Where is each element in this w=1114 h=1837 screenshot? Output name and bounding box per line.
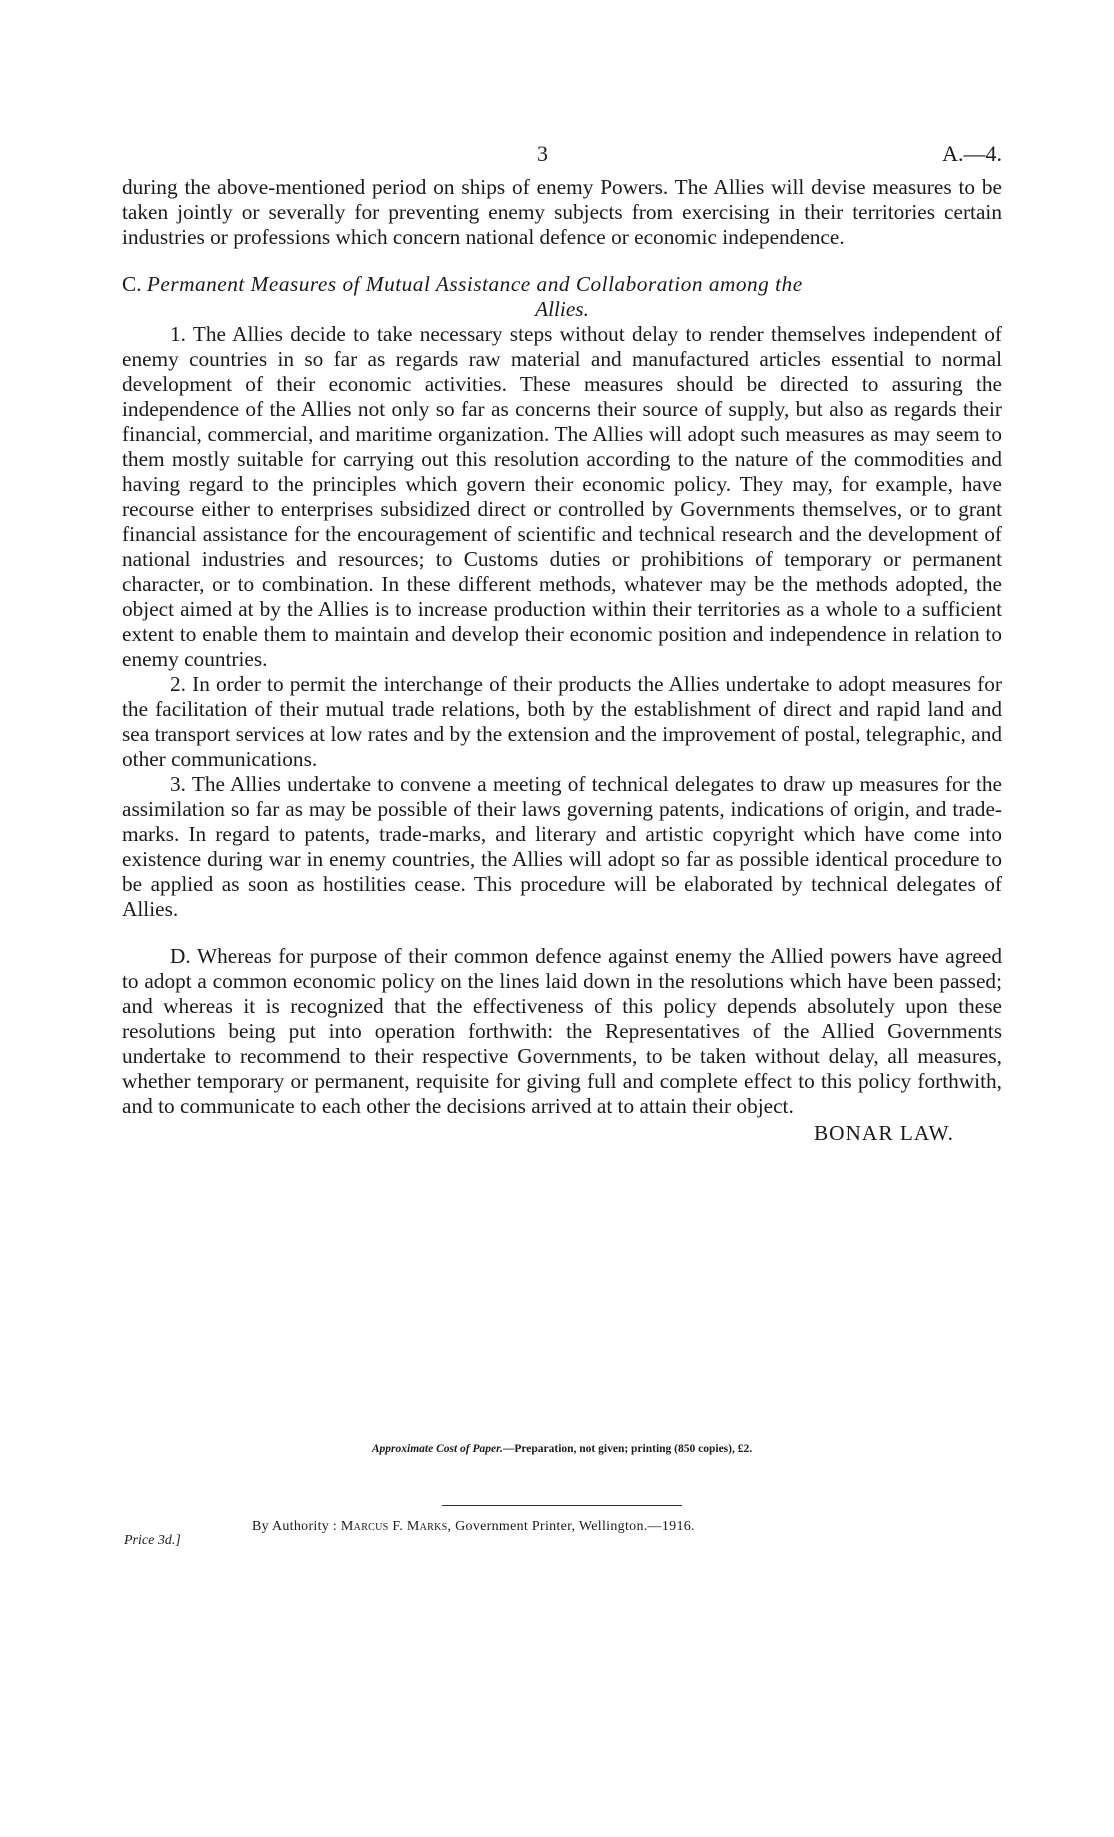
cost-detail: —Preparation, not given; printing (850 copies), £2. bbox=[502, 1443, 753, 1455]
page-number: 3 bbox=[537, 141, 548, 166]
price-label: Price 3d.] bbox=[124, 1533, 181, 1548]
printer-authority bbox=[252, 1519, 695, 1535]
continuation-paragraph: during the above-mentioned period on ships of enemy Powers. The Allies will devise measures to be taken jointly or severally for preventing enemy subjects from exercising in their territories certain industries or professions which concern national defence or economic independence. bbox=[122, 175, 1002, 249]
document-reference: A.—4. bbox=[942, 141, 1002, 166]
section-c-title-continued: Allies. bbox=[535, 297, 589, 321]
section-d-paragraph: D. Whereas for purpose of their common defence against enemy the Allied powers have agreed to adopt a common economic policy on the lines laid down in the resolutions which have been passed; and whereas it is recognized that the effectiveness of this policy depends absolutely upon these resolutions being put into operation forthwith: the Representatives of the Allied Governments undertake to recommend to their respective Governments, to be taken without delay, all measures, whether temporary or permanent, requisite for giving full and complete effect to this policy forthwith, and to communicate to each other the decisions arrived at to attain their object. bbox=[122, 944, 1002, 1118]
authority-prefix: By Authority : bbox=[252, 1519, 338, 1534]
section-c-title: Permanent Measures of Mutual Assistance and Collaboration among the bbox=[146, 272, 803, 296]
document-page bbox=[122, 135, 1002, 1548]
clause-c2: 2. In order to permit the interchange of their products the Allies undertake to adopt measures for the facilitation of their mutual trade relations, both by the establishment of direct and rapid land and sea transport services at low rates and by the extension and the improvement of postal, telegraphic, and other communications. bbox=[122, 672, 1002, 771]
section-c-heading bbox=[122, 272, 1002, 297]
clause-c1: 1. The Allies decide to take necessary steps without delay to render themselves independent of enemy countries in so far as regards raw material and manufactured articles essential to normal development of their economic activities. These measures should be directed to assuring the independence of the Allies not only so far as concerns their source of supply, but also as regards their financial, commercial, and maritime organization. The Allies will adopt such measures as may seem to them mostly suitable for carrying out this resolution according to the nature of the commodities and having regard to the principles which govern their economic policy. They may, for example, have recourse either to enterprises subsidized direct or controlled by Governments themselves, or to grant financial assistance for the encouragement of scientific and technical research and the development of national industries and resources; to Customs duties or prohibitions of temporary or permanent character, or to combination. In these different methods, whatever may be the methods adopted, the object aimed at by the Allies is to increase production within their territories as a whole to a sufficient extent to enable them to maintain and develop their economic position and independence in relation to enemy countries. bbox=[122, 322, 1002, 671]
signature: BONAR LAW. bbox=[813, 1121, 954, 1145]
authority-suffix: , Government Printer, Wellington.—1916. bbox=[447, 1519, 695, 1534]
clause-c3: 3. The Allies undertake to convene a meeting of technical delegates to draw up measures for the assimilation so far as may be possible of their laws governing patents, indications of origin, and trade-marks. In regard to patents, trade-marks, and literary and artistic copyright which have come into existence during war in enemy countries, the Allies will adopt so far as possible identical procedure to be applied as soon as hostilities cease. This procedure will be elaborated by technical delegates of Allies. bbox=[122, 772, 1002, 921]
footer-divider bbox=[442, 1505, 682, 1506]
cost-note bbox=[122, 1443, 1002, 1455]
section-c-letter: C. bbox=[122, 272, 142, 296]
printer-name: Marcus F. Marks bbox=[340, 1519, 448, 1534]
cost-label: Approximate Cost of Paper. bbox=[371, 1443, 503, 1455]
page-header bbox=[122, 135, 1002, 175]
